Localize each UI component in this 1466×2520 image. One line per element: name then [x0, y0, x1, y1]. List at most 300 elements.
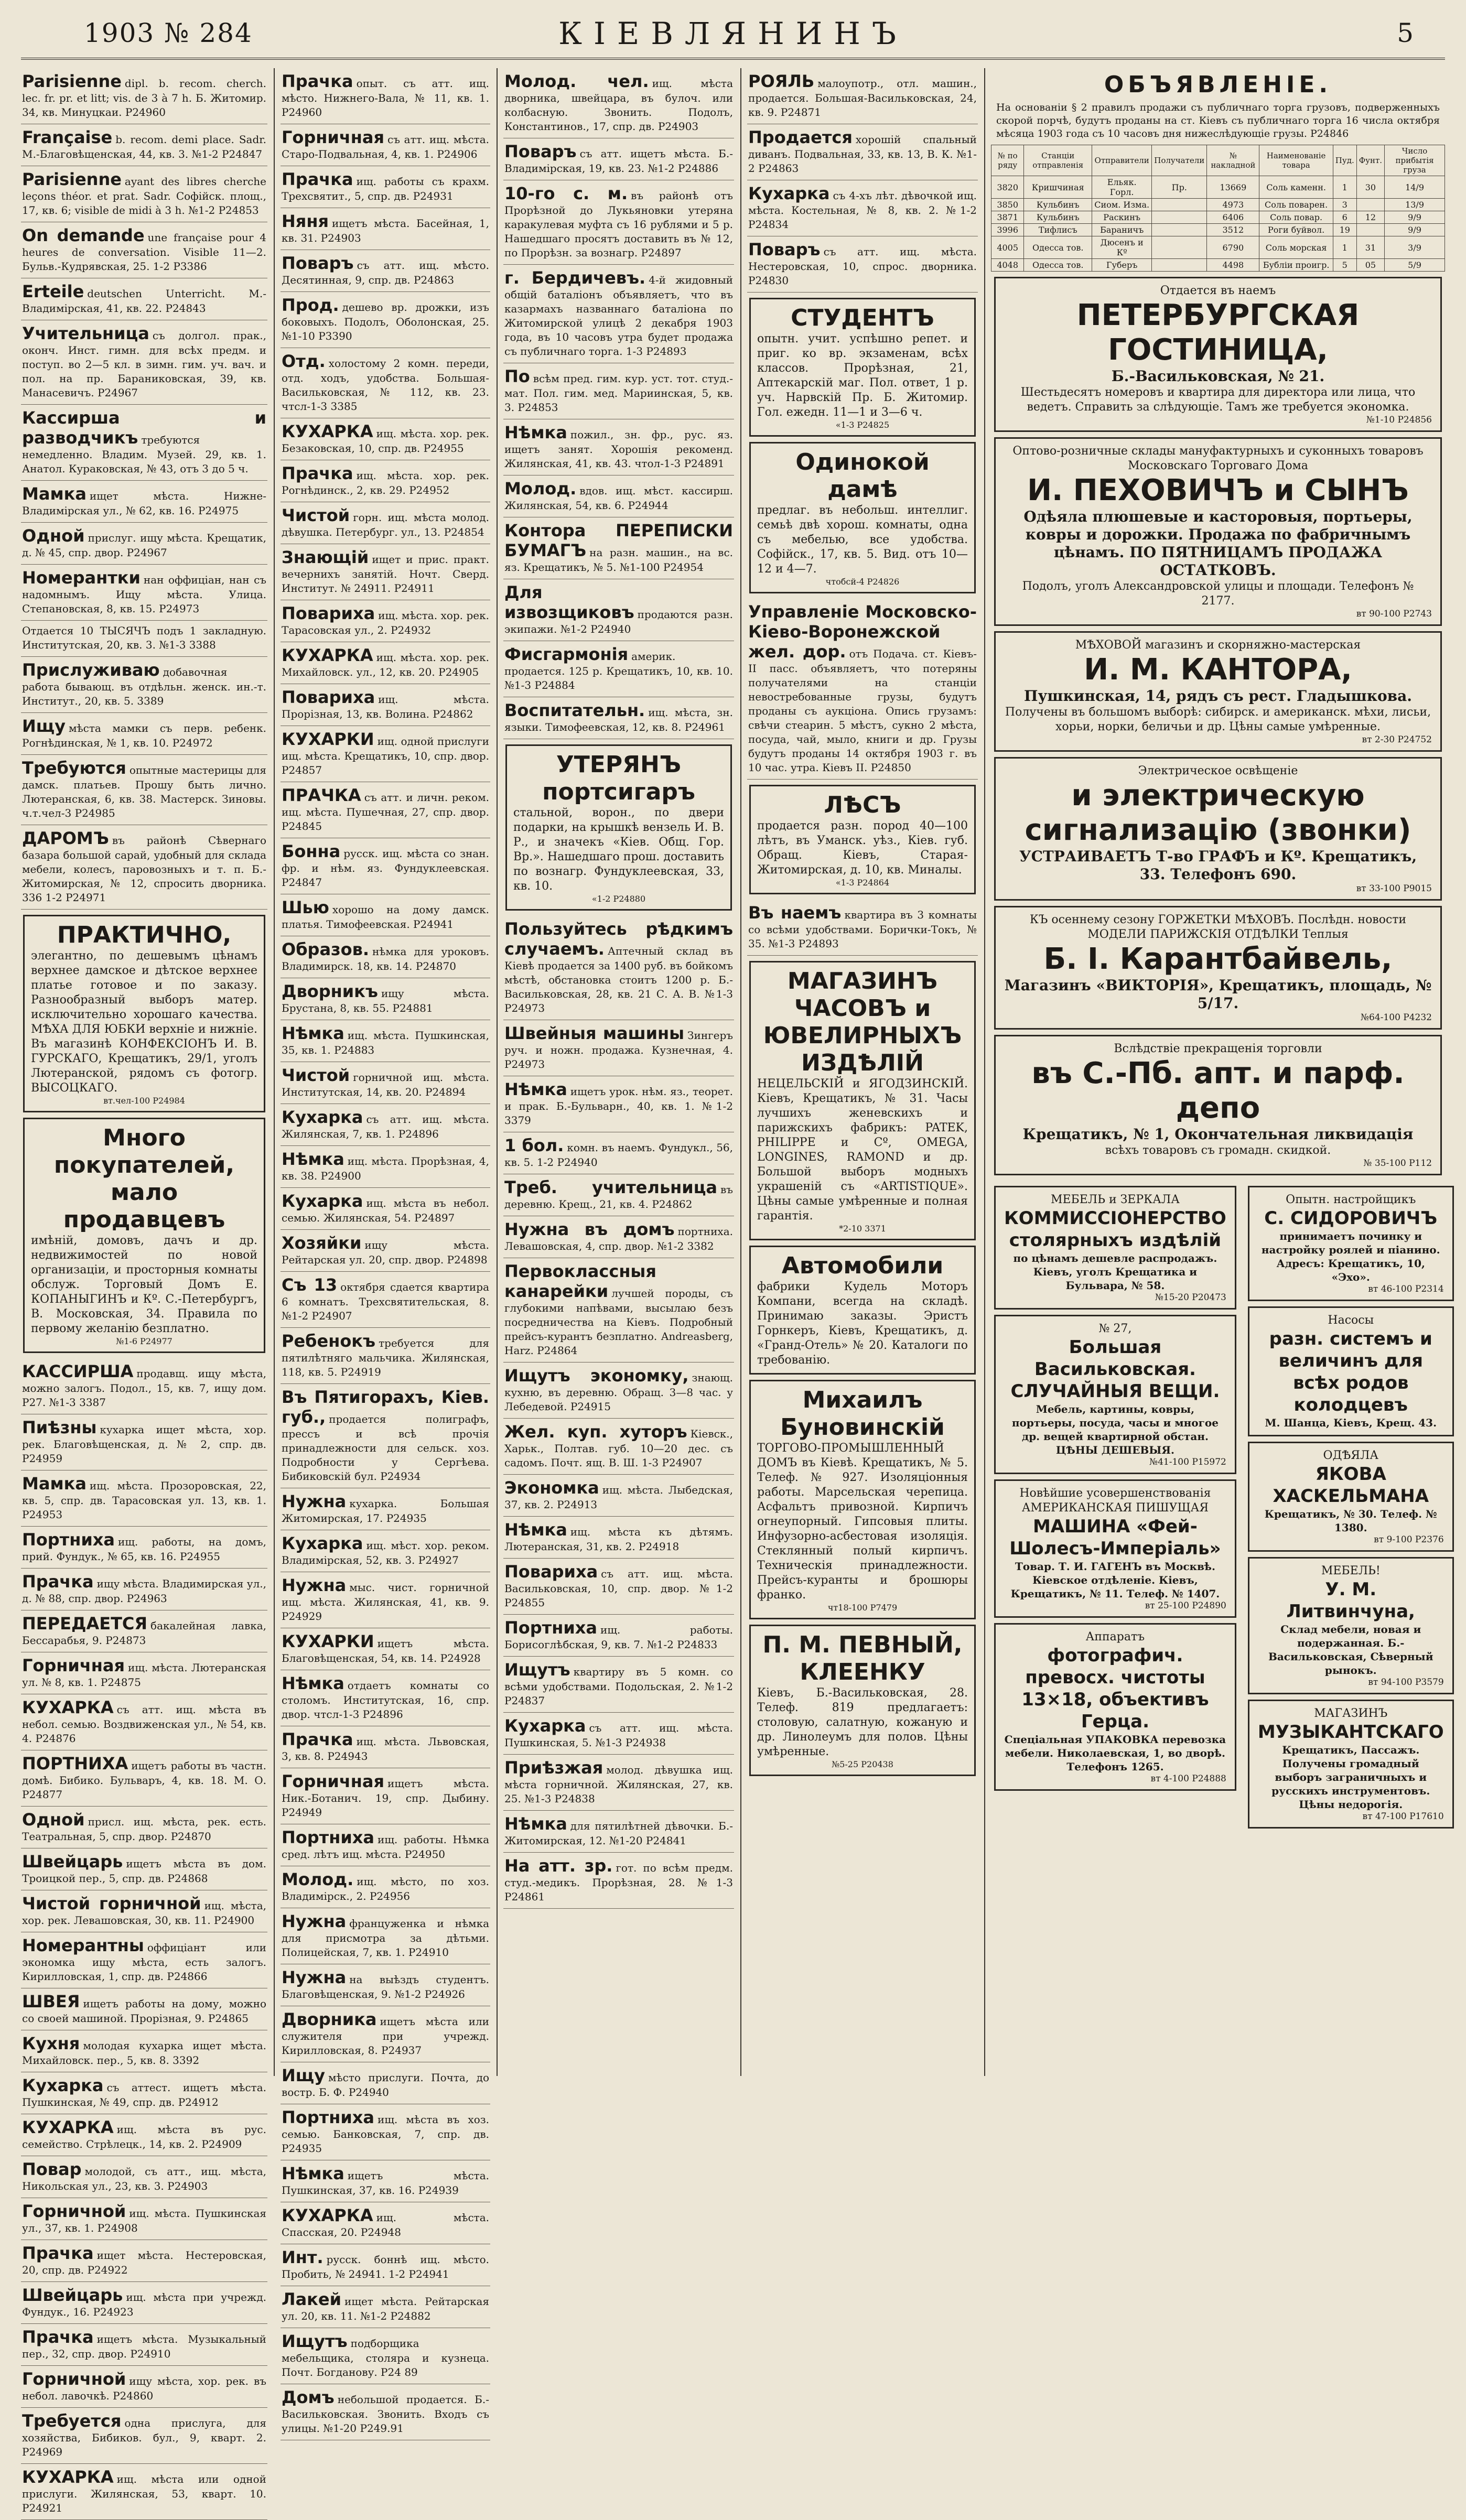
column-5-left	[991, 1181, 1239, 1834]
ad-body: ищ. мѣста дворника, швейцара, въ булоч. или колбасную. Звонить. Подолъ, Константинов., 17, спр. дв. Р24903	[504, 77, 733, 133]
ad-text	[282, 295, 489, 343]
ad-body: опытн. учит. успѣшно репет. и приг. ко вр. экзаменам, всѣх классов. Прорѣзная, 21, Аптекарскій маг. Пол. ответ, 1 р. уч. Нарвскій Пр. Б. Житомир. Гол. ежедн. 11—1 и 3—6 ч.	[757, 332, 968, 419]
classified-ad	[21, 1890, 267, 1932]
ad-body: малоупотр., отл. машин., продается. Большая-Васильковская, 24, кв. 9. Р24871	[748, 77, 977, 118]
ad-body: ищ. мѣста къ дѣтямъ. Лютеранская, 31, кв. 2. Р24918	[504, 1526, 733, 1553]
classified-ad	[21, 1470, 267, 1527]
boxed-advertisement	[749, 1625, 976, 1776]
ad-text	[504, 183, 733, 260]
ad-headword: Прачка	[22, 2243, 94, 2263]
ad-headline: МАГАЗИНЪ ЧАСОВЪ и ЮВЕЛИРНЫХЪ ИЗДѢЛІЙ	[763, 968, 962, 1076]
ad-headword: На атт. зр.	[504, 1856, 613, 1876]
ad-headword: Номерантны	[22, 1935, 144, 1955]
classified-ad	[503, 916, 734, 1020]
ad-text	[504, 919, 733, 1015]
ad-text	[282, 981, 489, 1015]
classified-ad	[503, 1559, 734, 1615]
classified-ad	[281, 292, 490, 348]
ad-headword: Знающій	[282, 547, 369, 567]
classified-ad	[281, 1964, 490, 2006]
table-cell: Соль морская	[1259, 236, 1333, 259]
table-cell	[1356, 199, 1384, 211]
ad-headword: Повариха	[282, 687, 375, 707]
ad-text	[22, 1697, 266, 1746]
ad-headword: КУХАРКИ	[282, 1631, 374, 1651]
ad-text	[504, 142, 733, 176]
table-cell: Роги буйвол.	[1259, 224, 1333, 236]
ad-body: НЕЦЕЛЬСКІЙ и ЯГОДЗИНСКІЙ. Кіевъ, Крещатикъ, № 31. Часы лучшихъ женевскихъ и парижскихъ фабрикъ: PATEK, PHILIPPE и Сº, OMEGA, LONGINES, RAMOND и др. Большой выборъ модныхъ украшеній съ «ARTISTIQUE». Цѣны самые умѣренные и полная гарантія.	[757, 1077, 968, 1223]
ad-body: горничной ищ. мѣста. Институтская, 14, кв. 20. Р24894	[282, 1071, 489, 1098]
table-cell: 5	[1333, 259, 1356, 272]
ad-body: ищетъ мѣста въ дом. Троицкой пер., 5, спр. дв. Р24868	[22, 1857, 266, 1885]
ad-body: ищ. работы. Борисоглѣбская, 9, кв. 7. №1-2 Р24833	[504, 1624, 733, 1651]
classified-ad	[503, 579, 734, 641]
ad-headword: Съ 13	[282, 1275, 338, 1295]
ad-headword: Шью	[282, 897, 329, 917]
ad-text	[282, 2107, 489, 2156]
ad-text	[504, 1618, 733, 1652]
ad-body: добавочная работа бывающ. въ отдѣльн. женск. ин.-т. Институт., 20, кв. 5. 3389	[22, 666, 266, 707]
ad-body: присл. ищ. мѣста, рек. есть. Театральная, 5, спр. двор. Р24870	[22, 1815, 266, 1843]
ad-code: вт 2-30 Р24752	[1362, 734, 1432, 745]
ad-kicker: МЕБЕЛЬ!	[1321, 1564, 1381, 1577]
column-2	[281, 68, 490, 2435]
classified-ad	[503, 1853, 734, 1909]
ad-body: опыт. съ атт. ищ. мѣсто. Нижнего-Вала, № 11, кв. 1. Р24960	[282, 77, 489, 118]
classified-ad	[503, 1076, 734, 1132]
ad-code: вт 47-100 Р17610	[1362, 1811, 1444, 1822]
ad-text	[22, 1754, 266, 1802]
ad-headword: Номерантки	[22, 568, 141, 588]
ad-body: ищ. мѣста. Прорѣзная, 4, кв. 38. Р24900	[282, 1155, 489, 1182]
ad-headline: фотографич. превосх. чистоты 13×18, объективъ Герца.	[1021, 1645, 1209, 1732]
ad-text	[504, 582, 733, 636]
ad-headword: Нѣмка	[504, 423, 567, 442]
ad-code: чтобсй-4 Р24826	[825, 577, 900, 587]
classified-ad	[281, 2160, 490, 2202]
classified-ad	[747, 180, 978, 236]
ad-body: съ 4-хъ лѣт. дѣвочкой ищ. мѣста. Костельная, № 8, кв. 2. №1-2 Р24834	[748, 189, 977, 231]
ad-text	[282, 785, 489, 834]
ad-headword: Поваръ	[282, 253, 354, 273]
ad-body: америк. продается. 125 р. Крещатикъ, 10, кв. 10. №1-3 Р24884	[504, 650, 733, 691]
ad-headword: Кухарка	[282, 1533, 363, 1553]
ad-headword: Требуются	[22, 758, 126, 778]
ad-text	[282, 1575, 489, 1624]
ad-text	[504, 1422, 733, 1470]
ad-headword: Ищутъ	[282, 2331, 348, 2351]
column-rule	[274, 68, 275, 2076]
ad-text	[22, 1894, 266, 1928]
classified-ad	[21, 2408, 267, 2464]
ad-headword: Кухарка	[748, 183, 830, 203]
ad-headword: Фисгармонія	[504, 644, 629, 664]
ad-body: мѣста мамки съ перв. ребенк. Рогнѣдинская, № 1, кв. 10. Р24972	[22, 722, 266, 749]
ad-headword: Портниха	[22, 1530, 115, 1550]
ad-headword: Parisienne	[22, 71, 122, 91]
ad-headword: Молод. чел.	[504, 71, 649, 91]
ad-headword: Повар	[22, 2159, 82, 2179]
ad-headword: Прачка	[282, 463, 353, 483]
ad-body: ищу мѣста. Владимирская ул., д. № 88, спр. двор. Р24963	[22, 1577, 266, 1605]
ad-body: ТОРГОВО-ПРОМЫШЛЕННЫЙ ДОМЪ въ Кіевѣ. Крещатикъ, № 5. Телеф. № 927. Изоляціонныя работы. Марсельская черепица. Асфальтъ привозной. Кирпичъ огнеупорный. Гипсовыя плиты. Инфузорно-асбестовая изоляція. Стеклянный полый кирпичъ. Техническія принадлежности. Прейсъ-куранты и брошюры франко.	[757, 1442, 968, 1602]
ad-body: съ атт. ищ. мѣста въ небол. семью. Воздвиженская ул., № 54, кв. 4. Р24876	[22, 1703, 266, 1745]
ad-headline: С. СИДОРОВИЧЪ	[1264, 1208, 1438, 1229]
ad-headword: Няня	[282, 211, 329, 231]
classified-ad	[281, 544, 490, 600]
classified-ad	[21, 2282, 267, 2324]
classified-ad	[281, 348, 490, 418]
classified-ad	[503, 1132, 734, 1174]
classified-ad	[281, 2244, 490, 2286]
table-cell: 1	[1333, 236, 1356, 259]
classified-ad	[21, 2464, 267, 2520]
ad-body: въ районѣ отъ Прорѣзной до Лукьяновки утеряна каракулевая муфта съ 16 рублями и 5 р. Нашедшаго просятъ доставить въ № 12, по Прорѣзн. за вознагр. Р24897	[504, 189, 733, 259]
ad-body: ищ. мѣста въ небол. семью. Жилянская, 54. Р24897	[282, 1197, 489, 1224]
ad-headline: И. ПЕХОВИЧЪ и СЫНЪ	[1027, 473, 1409, 507]
ad-body: отъ Подача. ст. Кіевъ-II пасс. объявляетъ, что потеряны получателями на станціи невостребованные грузы, будутъ проданы съ аукціона. Опись грузамъ: свѣчи стеарин. 5 мѣстъ, сукно 2 мѣста, посуда, чай, мыло, книги и др. Грузы будутъ проданы 14 октября 1903 г. въ 10 час. утра. Кіевъ II. Р24850	[748, 647, 977, 774]
ad-headword: Бонна	[282, 841, 341, 861]
classified-ad	[281, 2328, 490, 2384]
ad-text	[282, 687, 489, 721]
ad-body: Подолъ, уголъ Александровской улицы и площади. Телефонъ № 2177.	[1022, 580, 1414, 608]
ad-headword: РОЯЛЬ	[748, 71, 815, 91]
ad-headword: Ищутъ	[504, 1660, 570, 1680]
ad-body: хорошій спальный диванъ. Подвальная, 33, кв. 13, В. К. №1-2 Р24863	[748, 133, 977, 175]
ad-text	[22, 660, 266, 708]
ad-text	[282, 1107, 489, 1141]
table-cell	[1152, 211, 1207, 224]
classified-ad	[281, 726, 490, 782]
ad-text	[282, 547, 489, 596]
display-advertisement	[1248, 1306, 1454, 1436]
ad-text	[22, 2075, 266, 2110]
ad-body: Шестьдесятъ номеровъ и квартира для директора или лица, что ведетъ. Справить за слѣдующіе. Тамъ же требуется экономка.	[1020, 386, 1416, 414]
ad-code: вт.чел-100 Р24984	[103, 1096, 185, 1106]
ad-code: вт 4-100 Р24888	[1150, 1773, 1226, 1784]
ad-body: ищ. мѣста. хор. рек. Михайловск. ул., 12, кв. 20. Р24905	[282, 651, 489, 678]
classified-ad	[747, 124, 978, 180]
ad-headline: ЛѢСЪ	[824, 792, 901, 818]
classified-ad	[281, 642, 490, 684]
table-cell: 4973	[1207, 199, 1259, 211]
ad-body: ищ. мѣста при учрежд. Фундук., 16. Р24923	[22, 2291, 266, 2318]
ad-body: прислуг. ищу мѣста. Крещатик, д. № 45, спр. двор. Р24967	[22, 532, 266, 559]
ad-text	[282, 729, 489, 777]
ad-body: ищ. работы съ крахм. Трехсвятит., 5, спр. дв. Р24931	[282, 175, 489, 202]
ad-body: ищ. мѣста. Лютеранская ул. № 8, кв. 1. Р24875	[22, 1661, 266, 1689]
ad-body: молодой, съ атт., ищ. мѣста, Никольская ул., 23, кв. 3. Р24903	[22, 2165, 266, 2192]
ad-body: съ атт. и личн. реком. ищ. мѣста. Пушечная, 27, спр. двор. Р24845	[282, 791, 489, 832]
table-header: Фунт.	[1356, 145, 1384, 176]
ad-body: стальной, ворон., по двери подарки, на крышкѣ вензель И. В. Р., и значекъ «Кіев. Общ. Гор. Вр.». Нашедшаго прош. доставить по вознагр. Фундуклеевская, 33, кв. 10.	[513, 806, 724, 893]
ad-headword: ШВЕЯ	[22, 1992, 80, 2011]
ad-subline: Пушкинская, 14, рядъ съ рест. Гладышкова.	[1024, 687, 1412, 705]
ad-headword: Нѣмка	[504, 1520, 567, 1540]
ad-body: мѣсто прислуги. Почта, до востр. Б. Ф. Р24940	[282, 2071, 489, 2099]
classified-ad	[281, 1328, 490, 1384]
display-advertisement	[994, 1186, 1236, 1310]
table-cell: 3512	[1207, 224, 1259, 236]
ad-body: съ атт. ищ. мѣсто. Десятинная, 9, спр. дв. Р24863	[282, 259, 489, 286]
ad-headword: КУХАРКА	[282, 2205, 373, 2225]
classified-ad	[281, 1384, 490, 1488]
ad-headword: Одной	[22, 1810, 85, 1830]
classified-ad	[281, 502, 490, 544]
classified-ad	[281, 1572, 490, 1628]
ad-body: ищ. мѣста. Спасская, 20. Р24948	[282, 2211, 489, 2238]
ad-body: кухарка ищет мѣста, хор. рек. Благовѣщенская, д. № 2, спр. дв. Р24959	[22, 1423, 266, 1465]
classified-ad	[21, 2240, 267, 2282]
ad-headword: 1 бол.	[504, 1135, 564, 1155]
table-cell: 3	[1333, 199, 1356, 211]
ad-headword: Пользуйтесь рѣдкимъ случаемъ.	[504, 919, 733, 959]
ad-body: небольшой продается. Б.-Васильковская. Звонить. Входъ съ улицы. №1-20 Р249.91	[282, 2393, 489, 2435]
ad-body: ищетъ урок. нѣм. яз., теорет. и прак. Б.-Бульварн., 40, кв. 1. №1-2 3379	[504, 1085, 733, 1127]
ad-headword: Горничная	[22, 1656, 125, 1675]
ad-code: №64-100 Р4232	[1360, 1012, 1432, 1023]
ad-text	[22, 828, 266, 905]
classified-ad	[281, 208, 490, 250]
classified-ad	[503, 1174, 734, 1216]
ad-body: съ аттест. ищетъ мѣста. Пушкинская, № 49, спр. дв. Р24912	[22, 2081, 266, 2108]
ad-body: нан оффиціан, нан съ надомнымъ. Ищу мѣста. Улица. Степановская, 8, кв. 15. Р24973	[22, 574, 266, 615]
ad-headword: КУХАРКА	[282, 421, 373, 441]
ad-text	[282, 1387, 489, 1484]
table-header: Число прибытія груза	[1385, 145, 1445, 176]
ad-text	[22, 2034, 266, 2068]
ad-headword: КУХАРКА	[22, 1697, 114, 1717]
table-cell: Соль каменн.	[1259, 176, 1333, 199]
ad-text	[282, 1275, 489, 1323]
classified-ad	[747, 236, 978, 293]
ad-headword: Чистой	[282, 1065, 350, 1085]
ad-code: №1-6 Р24977	[116, 1336, 173, 1346]
boxed-advertisement	[749, 298, 976, 437]
ad-headword: Молод.	[282, 1869, 354, 1889]
ad-headword: Нужна	[282, 1967, 347, 1987]
ad-body: ищетъ мѣста. Басейная, 1, кв. 31. Р24903	[282, 217, 489, 244]
ad-headline: ЯКОВА ХАСКЕЛЬМАНА	[1273, 1464, 1429, 1507]
classified-ad	[503, 265, 734, 363]
ad-text	[282, 1491, 489, 1526]
ad-headword: Управленіе Московско-Кіево-Воронежской жел. дор.	[748, 602, 977, 662]
ad-body: всѣм пред. гим. кур. уст. тот. студ.-мат. Пол. гим. мед. Мариинская, 5, кв. 3. Р24853	[504, 372, 733, 414]
table-cell: 05	[1356, 259, 1384, 272]
ad-text	[22, 71, 266, 120]
classified-ad	[503, 363, 734, 419]
ad-text	[282, 1023, 489, 1057]
ad-text	[504, 1366, 733, 1414]
ad-text	[22, 484, 266, 518]
classified-ad	[503, 1517, 734, 1559]
classified-ad	[21, 657, 267, 713]
ad-headword: ДАРОМЪ	[22, 828, 109, 848]
classified-ad	[503, 1615, 734, 1657]
classified-ad	[21, 1807, 267, 1848]
ad-code: чт18-100 Р7479	[827, 1603, 898, 1613]
ad-body: пожил., зн. фр., рус. яз. ищетъ занят. Хорошія рекоменд. Жилянская, 41, кв. 43. чтол-1-3 Р24891	[504, 428, 733, 470]
classified-ad	[503, 1020, 734, 1076]
table-header: Получатели	[1152, 145, 1207, 176]
ad-headword: Прачка	[282, 71, 353, 91]
classified-ad	[21, 1414, 267, 1470]
ad-text	[504, 71, 733, 134]
ad-headword: Жел. куп. хуторъ	[504, 1422, 687, 1442]
table-cell: Бубліи проигр.	[1259, 259, 1333, 272]
ad-headword: Кухня	[22, 2034, 80, 2053]
ad-headword: Горничная	[282, 127, 385, 147]
ad-body: ищ. мѣста. хор. рек. Безаковская, 10, спр. дв. Р24955	[282, 427, 489, 455]
ad-body: ищ. мѣста. хор. рек. Рогнѣдинск., 2, кв. 29. Р24952	[282, 469, 489, 496]
classified-ad	[21, 1610, 267, 1652]
ad-text	[282, 71, 489, 120]
ad-code: вт 25-100 Р24890	[1145, 1600, 1226, 1611]
ad-headword: Erteile	[22, 282, 84, 301]
ad-body: ищ. работы. Нѣмка сред. лѣтъ ищ. мѣста. Р24950	[282, 1833, 489, 1861]
ad-headword: Нѣмка	[282, 1149, 344, 1169]
ad-text	[504, 1814, 733, 1848]
table-cell: Соль повар.	[1259, 211, 1333, 224]
classified-ad	[281, 1020, 490, 1062]
classified-ad	[503, 1216, 734, 1258]
ad-body: на разн. машин., на вс. яз. Крещатикъ, № 5. №1-100 Р24954	[504, 546, 733, 574]
classified-ad	[21, 1358, 267, 1414]
display-advertisement	[994, 1479, 1236, 1618]
ad-subline: Товар. Т. И. ГАГЕНЪ въ Москвѣ. Кіевское отдѣленіе. Кіевъ, Крещатикъ, № 11. Телеф. № 1407.	[1010, 1560, 1220, 1600]
ad-body: съ атт. ищ. мѣста. Васильковская, 10, спр. двор. №1-2 Р24855	[504, 1567, 733, 1609]
ad-text	[22, 2159, 266, 2193]
ad-text	[282, 1331, 489, 1379]
ad-text	[282, 1911, 489, 1960]
table-cell: Бараничъ	[1092, 224, 1152, 236]
classified-ad	[281, 1670, 490, 1726]
ad-subline: Склад мебели, новая и подержанная. Б.-Васильковская, Сѣверный рынокъ.	[1268, 1623, 1433, 1677]
ad-text	[22, 2369, 266, 2403]
ad-headline: У. М. Литвинчуна,	[1286, 1579, 1415, 1622]
classified-ad	[281, 166, 490, 208]
ad-body: Кіевск., Харьк., Полтав. губ. 10—20 дес. съ садомъ. Почт. ящ. В. Ш. 1-3 Р24907	[504, 1427, 733, 1469]
classified-ad	[503, 180, 734, 265]
ad-headword: КУХАРКА	[22, 2117, 114, 2137]
ad-headword: Поваръ	[504, 142, 577, 161]
ad-text	[282, 645, 489, 679]
table-row	[991, 211, 1445, 224]
classified-ad	[503, 1419, 734, 1475]
classified-ad	[503, 517, 734, 579]
ad-text	[282, 2289, 489, 2323]
ad-headword: КУХАРКИ	[282, 729, 374, 749]
ad-headline: ПЕТЕРБУРГСКАЯ ГОСТИНИЦА,	[1076, 298, 1360, 367]
ad-body: ищ. мѣста въ хоз. семью. Банковская, 7, спр. дв. Р24935	[282, 2113, 489, 2155]
table-cell: Кришчиная	[1024, 176, 1092, 199]
table-cell: 9/9	[1385, 224, 1445, 236]
classified-ad	[21, 222, 267, 278]
table-cell: 19	[1333, 224, 1356, 236]
ad-headline: П. М. ПЕВНЫЙ, КЛЕЕНКУ	[762, 1631, 963, 1685]
ad-text	[22, 225, 266, 274]
classified-ad	[281, 838, 490, 894]
ad-text	[22, 1656, 266, 1690]
table-cell: 4048	[991, 259, 1024, 272]
table-cell: 1	[1333, 176, 1356, 199]
ad-body: dipl. b. recom. cherch. lec. fr. pr. et litt; vis. de 3 à 7 h. Б. Житомир. 34, кв. Минуцкаи. Р24960	[22, 77, 266, 118]
ad-body: комн. въ наемъ. Фундукл., 56, кв. 5. 1-2 Р24940	[504, 1141, 733, 1169]
ad-text	[282, 1631, 489, 1665]
column-rule	[740, 68, 741, 2076]
table-header: Станціи отправленія	[1024, 145, 1092, 176]
ad-body: всѣхъ товаровъ съ громадн. скидкой.	[1105, 1144, 1331, 1157]
table-cell: 13669	[1207, 176, 1259, 199]
display-advertisement	[1248, 1700, 1454, 1829]
ad-body: ищ. мѣста. Львовская, 3, кв. 8. Р24943	[282, 1735, 489, 1762]
ad-text	[504, 1261, 733, 1358]
ad-headword: Française	[22, 127, 113, 147]
classified-ad	[21, 713, 267, 755]
ad-body: подборщика мебельщика, столяра и кузнеца. Почт. Богданову. Р24 89	[282, 2337, 489, 2378]
ad-headline: Большая Васильковская. СЛУЧАЙНЫЯ ВЕЩИ.	[1010, 1337, 1220, 1402]
ad-body: на выѣздъ студентъ. Благовѣщенская, 9. №1-2 Р24926	[282, 1973, 489, 2000]
ad-headline: Б. І. Карантбайвель,	[1043, 942, 1393, 976]
ad-headword: Одной	[22, 526, 85, 546]
ad-body: хорошо на дому дамск. платья. Тимофеевская. Р24941	[282, 903, 489, 931]
classified-ad	[281, 1628, 490, 1670]
classified-ad	[21, 2030, 267, 2072]
display-advertisement	[994, 277, 1442, 432]
classified-ad	[503, 1258, 734, 1362]
ad-text	[22, 568, 266, 616]
table-cell: Кульбинъ	[1024, 199, 1092, 211]
column-rule	[984, 68, 985, 2076]
ad-text	[22, 2285, 266, 2319]
ad-text	[282, 2331, 489, 2380]
ad-body: одна прислуга, для хозяйства, Бибиков. бул., 9, кварт. 2. Р24969	[22, 2417, 266, 2458]
ad-headword: Прислуживаю	[22, 660, 160, 680]
ad-code: №5-25 Р20438	[832, 1759, 893, 1769]
ad-text	[282, 1191, 489, 1225]
table-cell	[1152, 224, 1207, 236]
ad-headword: Ищутъ экономку,	[504, 1366, 689, 1386]
classified-ad	[21, 2366, 267, 2408]
ad-body: отдаетъ комнаты со столомъ. Институтская, 16, спр. двор. чтсл-1-3 Р24896	[282, 1679, 489, 1721]
column-3	[503, 68, 734, 2076]
ad-body: продавщ. ищу мѣста, можно залогъ. Подол., 15, кв. 7, ищу дом. Р27. №1-3 3387	[22, 1367, 266, 1409]
ad-text	[282, 1533, 489, 1567]
ad-text	[22, 282, 266, 316]
table-cell: 3871	[991, 211, 1024, 224]
ad-text	[22, 1572, 266, 1606]
table-cell: Пр.	[1152, 176, 1207, 199]
ad-headword: Кухарка	[22, 2075, 104, 2095]
ad-code: вт 33-100 Р9015	[1356, 883, 1432, 894]
classified-ad	[281, 1768, 490, 1824]
ad-body: ищетъ мѣста или служителя при учрежд. Кирилловская, 8. Р24937	[282, 2015, 489, 2057]
classified-ad	[21, 2072, 267, 2114]
boxed-advertisement	[749, 1246, 976, 1375]
classified-ad	[21, 1694, 267, 1750]
classified-ad	[747, 599, 978, 780]
ad-code: *2-10 3371	[839, 1224, 886, 1234]
ad-body: молод. дѣвушка ищ. мѣста горничной. Жилянская, 27, кв. 25. №1-3 Р24838	[504, 1764, 733, 1805]
column-5	[991, 68, 1445, 2076]
ad-text	[282, 2065, 489, 2100]
ad-headline: Автомобили	[781, 1252, 944, 1279]
ad-code: вт 46-100 Р2314	[1368, 1284, 1444, 1294]
table-cell	[1152, 259, 1207, 272]
ad-headword: Швейцарь	[22, 2285, 123, 2305]
ad-text	[504, 423, 733, 471]
ad-body: ищ. мѣста. Пушкинская, 35, кв. 1. Р24883	[282, 1029, 489, 1056]
